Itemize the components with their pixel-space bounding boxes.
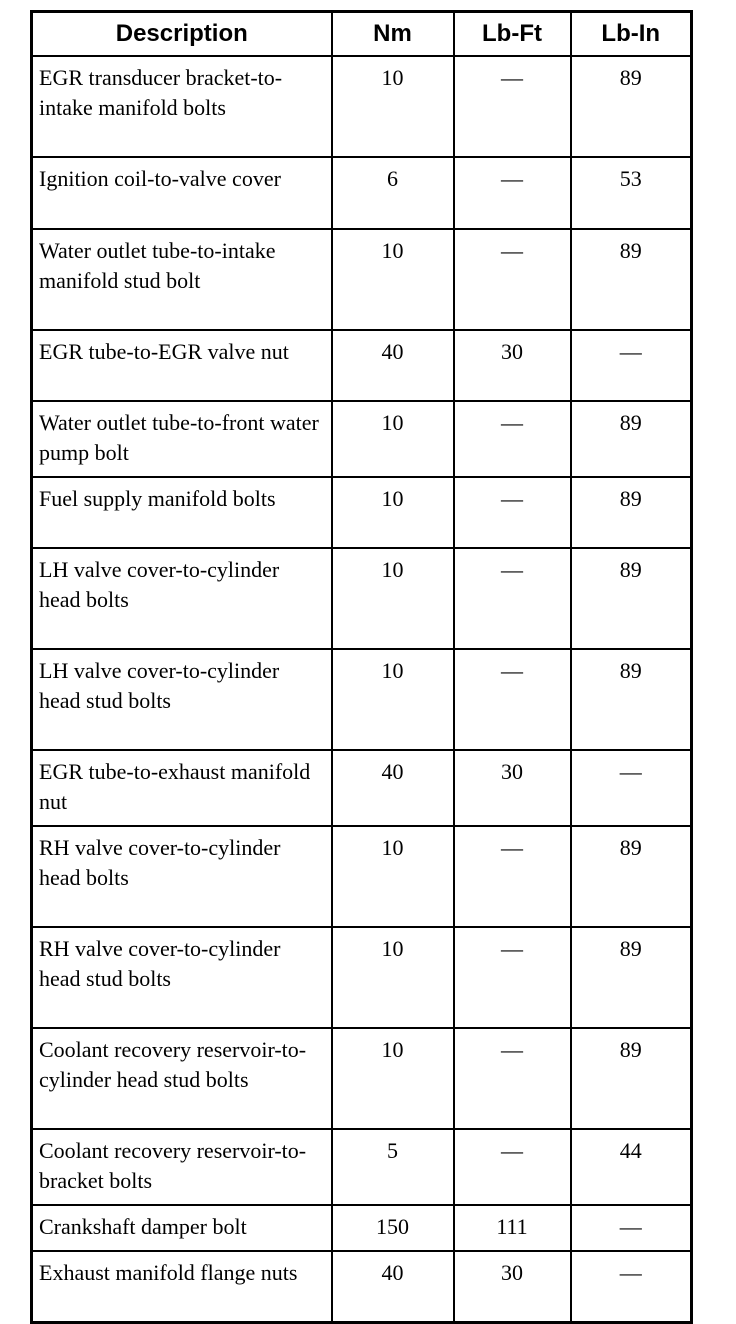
description-cell: RH valve cover-to-cylinder head bolts — [32, 826, 332, 927]
lb-ft-cell: — — [454, 229, 571, 330]
nm-cell: 10 — [332, 826, 454, 927]
table-row — [32, 649, 692, 750]
description-cell: Water outlet tube-to-intake manifold stud bolt — [32, 229, 332, 330]
nm-cell: 10 — [332, 229, 454, 330]
table-row — [32, 1129, 692, 1205]
table-row — [32, 750, 692, 826]
nm-cell: 10 — [332, 649, 454, 750]
lb-ft-cell: — — [454, 401, 571, 477]
description-cell: Exhaust manifold flange nuts — [32, 1251, 332, 1322]
description-cell: EGR transducer bracket-to-intake manifold bolts — [32, 56, 332, 157]
lb-in-cell: 89 — [571, 477, 692, 548]
lb-in-cell: 89 — [571, 229, 692, 330]
description-cell: Coolant recovery reservoir-to-bracket bolts — [32, 1129, 332, 1205]
lb-ft-cell: 30 — [454, 1251, 571, 1322]
nm-cell: 10 — [332, 401, 454, 477]
nm-cell: 40 — [332, 330, 454, 401]
table-header — [32, 12, 692, 57]
lb-in-cell: 89 — [571, 927, 692, 1028]
description-cell: EGR tube-to-exhaust manifold nut — [32, 750, 332, 826]
table-row — [32, 477, 692, 548]
description-cell: Crankshaft damper bolt — [32, 1205, 332, 1251]
header-lb-ft: Lb-Ft — [454, 12, 571, 57]
table-row — [32, 229, 692, 330]
lb-in-cell: — — [571, 750, 692, 826]
lb-in-cell: 89 — [571, 56, 692, 157]
table-row — [32, 1251, 692, 1322]
nm-cell: 10 — [332, 477, 454, 548]
nm-cell: 40 — [332, 1251, 454, 1322]
table-row — [32, 548, 692, 649]
lb-in-cell: 89 — [571, 1028, 692, 1129]
lb-ft-cell: 30 — [454, 750, 571, 826]
lb-in-cell: 89 — [571, 548, 692, 649]
lb-in-cell: 89 — [571, 826, 692, 927]
torque-specifications-table — [30, 10, 693, 1324]
lb-in-cell: 53 — [571, 157, 692, 229]
nm-cell: 6 — [332, 157, 454, 229]
nm-cell: 10 — [332, 56, 454, 157]
nm-cell: 10 — [332, 927, 454, 1028]
lb-in-cell: — — [571, 330, 692, 401]
header-row — [32, 12, 692, 57]
table-row — [32, 1205, 692, 1251]
nm-cell: 10 — [332, 1028, 454, 1129]
table-row — [32, 56, 692, 157]
nm-cell: 40 — [332, 750, 454, 826]
header-lb-in: Lb-In — [571, 12, 692, 57]
nm-cell: 5 — [332, 1129, 454, 1205]
lb-ft-cell: — — [454, 157, 571, 229]
lb-ft-cell: — — [454, 56, 571, 157]
description-cell: Fuel supply manifold bolts — [32, 477, 332, 548]
lb-in-cell: 44 — [571, 1129, 692, 1205]
header-nm: Nm — [332, 12, 454, 57]
lb-ft-cell: — — [454, 477, 571, 548]
nm-cell: 10 — [332, 548, 454, 649]
nm-cell: 150 — [332, 1205, 454, 1251]
description-cell: Coolant recovery reservoir-to-cylinder head stud bolts — [32, 1028, 332, 1129]
table-row — [32, 826, 692, 927]
table-row — [32, 927, 692, 1028]
lb-ft-cell: 30 — [454, 330, 571, 401]
table-row — [32, 401, 692, 477]
header-description: Description — [32, 12, 332, 57]
table-row — [32, 330, 692, 401]
description-cell: Ignition coil-to-valve cover — [32, 157, 332, 229]
lb-ft-cell: — — [454, 1129, 571, 1205]
lb-ft-cell: 111 — [454, 1205, 571, 1251]
description-cell: EGR tube-to-EGR valve nut — [32, 330, 332, 401]
lb-ft-cell: — — [454, 649, 571, 750]
table-body — [32, 56, 692, 1322]
lb-in-cell: — — [571, 1251, 692, 1322]
lb-in-cell: — — [571, 1205, 692, 1251]
lb-ft-cell: — — [454, 548, 571, 649]
lb-ft-cell: — — [454, 826, 571, 927]
description-cell: LH valve cover-to-cylinder head stud bolts — [32, 649, 332, 750]
lb-ft-cell: — — [454, 1028, 571, 1129]
description-cell: LH valve cover-to-cylinder head bolts — [32, 548, 332, 649]
table-row — [32, 157, 692, 229]
table-row — [32, 1028, 692, 1129]
lb-in-cell: 89 — [571, 401, 692, 477]
description-cell: Water outlet tube-to-front water pump bolt — [32, 401, 332, 477]
lb-ft-cell: — — [454, 927, 571, 1028]
description-cell: RH valve cover-to-cylinder head stud bolts — [32, 927, 332, 1028]
lb-in-cell: 89 — [571, 649, 692, 750]
